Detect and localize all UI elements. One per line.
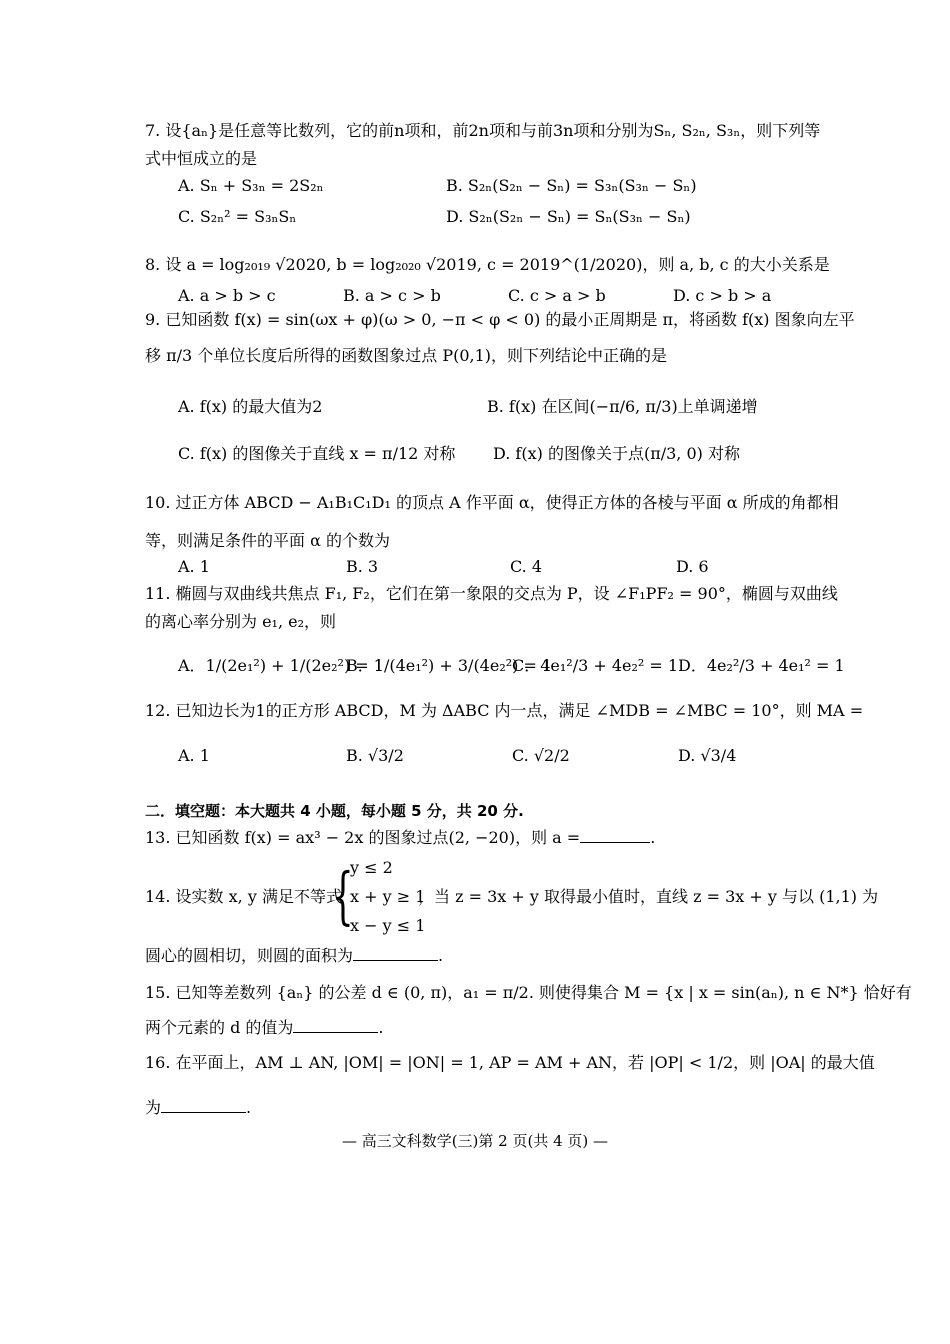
question-14-text-b: ，当 z = 3x + y 取得最小值时，直线 z = 3x + y 与以 (1,1) 为 bbox=[418, 887, 879, 906]
answer-blank[interactable] bbox=[161, 1096, 246, 1113]
inequality-3: x − y ≤ 1 bbox=[350, 916, 426, 935]
question-14-text: 14. 设实数 x, y 满足不等式 bbox=[145, 887, 342, 906]
section-heading: 二．填空题：本大题共 4 小题，每小题 5 分，共 20 分. bbox=[145, 802, 524, 820]
question-15-text-cont: 两个元素的 d 的值为 bbox=[145, 1018, 294, 1037]
question-10-option-c: C. 4 bbox=[510, 557, 543, 576]
question-11-option-b: B．1/(4e₁²) + 3/(4e₂²) = 1 bbox=[346, 656, 553, 675]
question-7-text: 7. 设{aₙ}是任意等比数列，它的前n项和，前2n项和与前3n项和分别为Sₙ, S₂ₙ, S₃ₙ，则下列等 bbox=[145, 121, 821, 140]
question-8-option-d: D. c > b > a bbox=[673, 286, 772, 305]
question-15-text: 15. 已知等差数列 {aₙ} 的公差 d ∈ (0, π)，a₁ = π/2. 则使得集合 M = {x | x = sin(aₙ), n ∈ N*} 恰好有 bbox=[145, 983, 912, 1002]
question-7-option-b: B. S₂ₙ(S₂ₙ − Sₙ) = S₃ₙ(S₃ₙ − Sₙ) bbox=[446, 176, 697, 195]
question-16-line2: 为 . bbox=[145, 1098, 252, 1117]
question-9-option-d: D. f(x) 的图像关于点(π/3, 0) 对称 bbox=[493, 444, 740, 463]
question-9-option-c: C. f(x) 的图像关于直线 x = π/12 对称 bbox=[178, 444, 456, 463]
question-9-option-a: A. f(x) 的最大值为2 bbox=[178, 397, 323, 416]
question-16-text-cont: 为 bbox=[145, 1098, 162, 1117]
question-10-option-b: B. 3 bbox=[346, 557, 379, 576]
question-16-text: 16. 在平面上，AM ⊥ AN, |OM| = |ON| = 1, AP = AM + AN，若 |OP| < 1/2，则 |OA| 的最大值 bbox=[145, 1053, 875, 1072]
question-12-text: 12. 已知边长为1的正方形 ABCD，M 为 ΔABC 内一点，满足 ∠MDB = ∠MBC = 10°，则 MA = bbox=[145, 701, 864, 720]
question-11-option-c: C．4e₁²/3 + 4e₂² = 1 bbox=[512, 656, 679, 675]
question-10-text: 10. 过正方体 ABCD − A₁B₁C₁D₁ 的顶点 A 作平面 α，使得正方体的各棱与平面 α 所成的角都相 bbox=[145, 493, 839, 512]
question-8-text: 8. 设 a = log₂₀₁₉ √2020, b = log₂₀₂₀ √2019, c = 2019^(1/2020)，则 a, b, c 的大小关系是 bbox=[145, 255, 830, 274]
question-15-line2: 两个元素的 d 的值为 . bbox=[145, 1018, 384, 1037]
answer-blank[interactable] bbox=[580, 826, 650, 843]
question-10-option-d: D. 6 bbox=[676, 557, 709, 576]
question-12-option-b: B. √3/2 bbox=[346, 746, 404, 765]
question-7-text-cont: 式中恒成立的是 bbox=[145, 149, 258, 168]
page-footer: — 高三文科数学(三)第 2 页(共 4 页) — bbox=[341, 1132, 609, 1150]
question-13-text: 13. 已知函数 f(x) = ax³ − 2x 的图象过点(2, −20)，则 a = bbox=[145, 828, 581, 847]
question-12-option-d: D. √3/4 bbox=[678, 746, 737, 765]
question-7-option-d: D. S₂ₙ(S₂ₙ − Sₙ) = Sₙ(S₃ₙ − Sₙ) bbox=[446, 207, 691, 226]
question-10-option-a: A. 1 bbox=[178, 557, 210, 576]
question-14-text-cont: 圆心的圆相切，则圆的面积为 bbox=[145, 946, 354, 965]
question-7-option-a: A. Sₙ + S₃ₙ = 2S₂ₙ bbox=[178, 176, 324, 195]
answer-blank[interactable] bbox=[293, 1016, 378, 1033]
question-12-option-c: C. √2/2 bbox=[512, 746, 570, 765]
inequality-1: y ≤ 2 bbox=[350, 858, 393, 877]
question-8-option-a: A. a > b > c bbox=[178, 286, 276, 305]
question-7-option-c: C. S₂ₙ² = S₃ₙSₙ bbox=[178, 207, 297, 226]
inequality-2: x + y ≥ 1 bbox=[350, 887, 426, 906]
question-8-option-c: C. c > a > b bbox=[508, 286, 606, 305]
question-11-text: 11. 椭圆与双曲线共焦点 F₁, F₂，它们在第一象限的交点为 P，设 ∠F₁PF₂ = 90°，椭圆与双曲线 bbox=[145, 584, 838, 603]
question-11-option-d: D．4e₂²/3 + 4e₁² = 1 bbox=[678, 656, 845, 675]
question-14-line2: 圆心的圆相切，则圆的面积为 . bbox=[145, 946, 444, 965]
answer-blank[interactable] bbox=[353, 944, 438, 961]
question-9-text-cont: 移 π/3 个单位长度后所得的函数图象过点 P(0,1)，则下列结论中正确的是 bbox=[145, 346, 668, 365]
question-11-text-cont: 的离心率分别为 e₁, e₂，则 bbox=[145, 612, 337, 631]
question-10-text-cont: 等，则满足条件的平面 α 的个数为 bbox=[145, 531, 390, 550]
question-13: 13. 已知函数 f(x) = ax³ − 2x 的图象过点(2, −20)，则 a = . bbox=[145, 828, 656, 847]
question-9-option-b: B. f(x) 在区间(−π/6, π/3)上单调递增 bbox=[487, 397, 758, 416]
inequality-brace: { bbox=[332, 859, 354, 932]
question-9-text: 9. 已知函数 f(x) = sin(ωx + φ)(ω > 0, −π < φ < 0) 的最小正周期是 π，将函数 f(x) 图象向左平 bbox=[145, 310, 855, 329]
question-11-option-a: A．1/(2e₁²) + 1/(2e₂²) = 1 bbox=[178, 656, 384, 675]
question-8-option-b: B. a > c > b bbox=[343, 286, 441, 305]
question-12-option-a: A. 1 bbox=[178, 746, 210, 765]
